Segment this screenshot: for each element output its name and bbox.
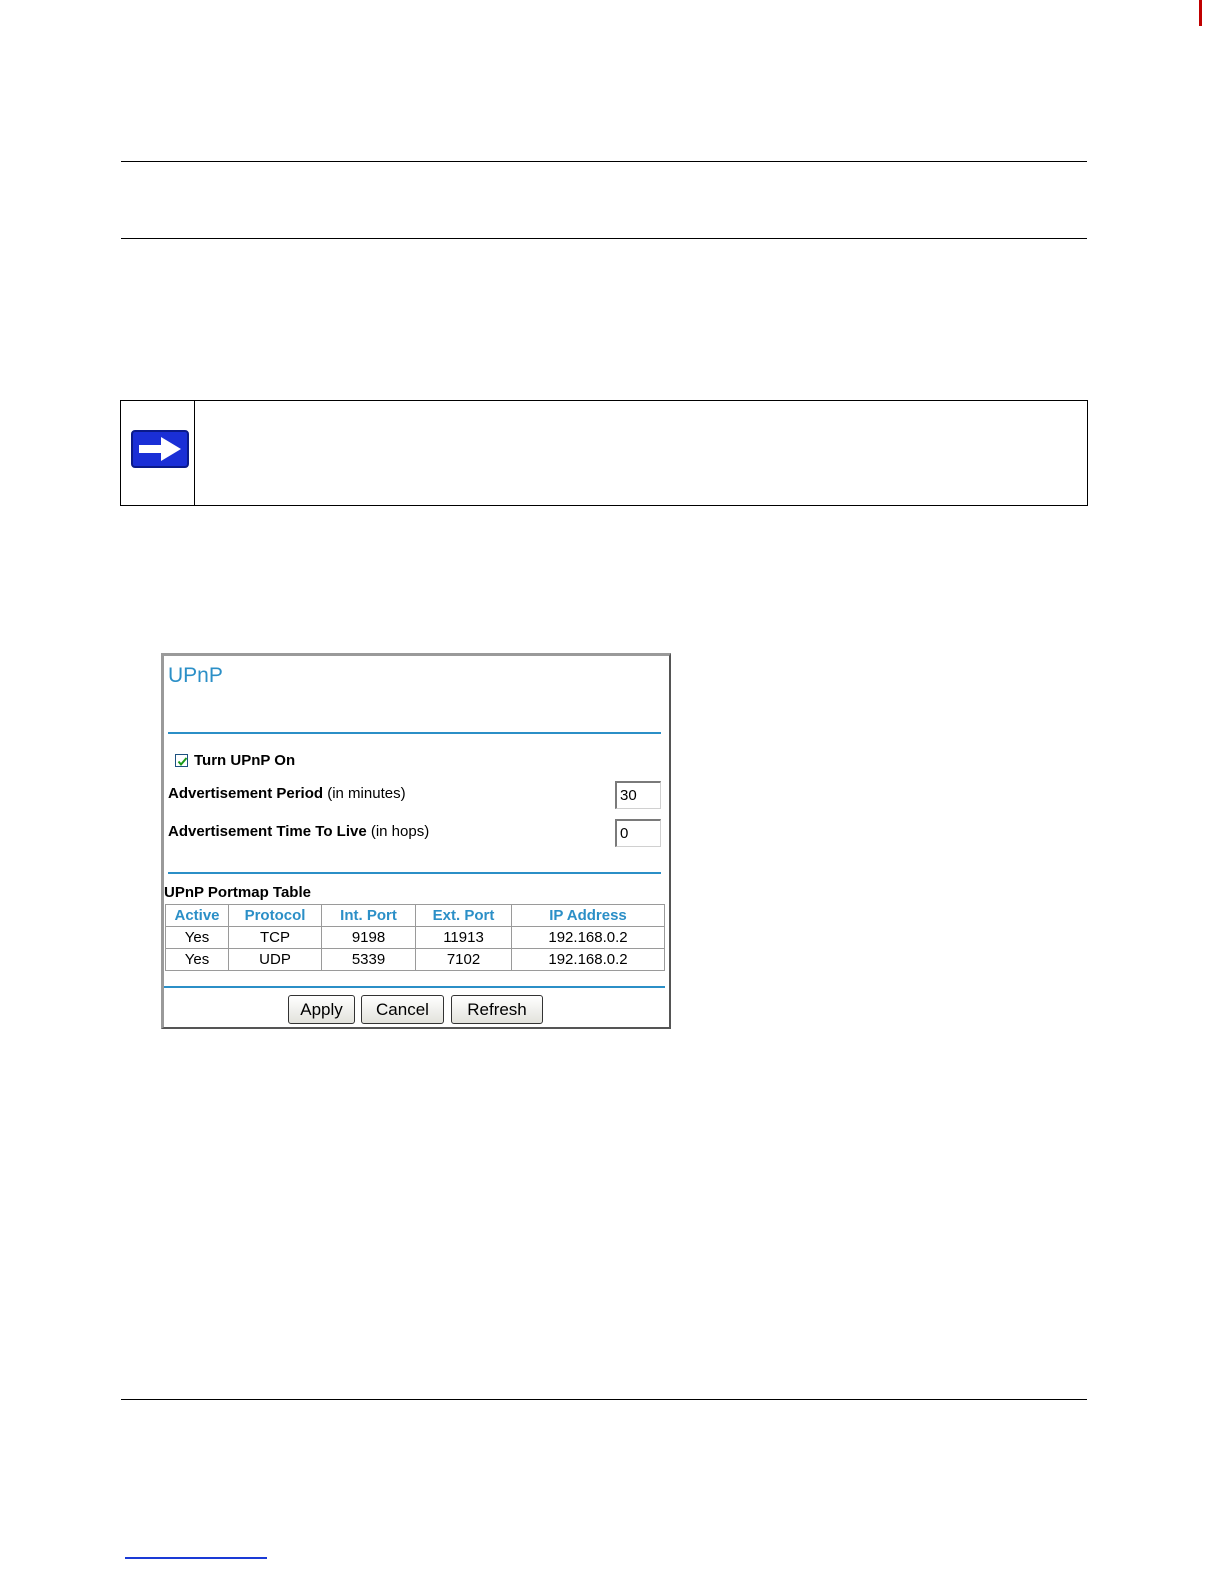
title-divider	[168, 732, 661, 734]
cell-ip-address: 192.168.0.2	[512, 949, 665, 971]
column-header-active: Active	[166, 905, 229, 927]
cell-int-port: 5339	[322, 949, 416, 971]
note-box	[120, 400, 1088, 506]
turn-upnp-on-checkbox[interactable]	[175, 754, 188, 767]
cell-ip-address: 192.168.0.2	[512, 927, 665, 949]
header-rule-top	[121, 161, 1087, 162]
page-edge-mark	[1199, 0, 1202, 26]
adv-ttl-label: Advertisement Time To Live (in hops)	[168, 823, 430, 840]
cell-ext-port: 7102	[416, 949, 512, 971]
cell-ext-port: 11913	[416, 927, 512, 949]
cell-protocol: TCP	[229, 927, 322, 949]
button-row	[164, 995, 669, 1025]
turn-upnp-on-label: Turn UPnP On	[194, 752, 296, 769]
table-header-row	[166, 905, 665, 927]
checkmark-icon	[176, 755, 189, 768]
right-arrow-icon	[131, 430, 189, 468]
cancel-button[interactable]: Cancel	[361, 995, 444, 1024]
buttons-divider	[164, 986, 665, 988]
page-title: UPnP	[168, 664, 223, 687]
column-header-ip-address: IP Address	[512, 905, 665, 927]
portmap-table	[165, 904, 665, 971]
settings-divider	[168, 872, 661, 874]
adv-ttl-input[interactable]	[615, 819, 661, 847]
footer-rule	[121, 1399, 1087, 1400]
footer-link-underline[interactable]	[125, 1557, 267, 1559]
cell-protocol: UDP	[229, 949, 322, 971]
note-text-cell	[195, 401, 1087, 505]
cell-int-port: 9198	[322, 927, 416, 949]
cell-active: Yes	[166, 927, 229, 949]
table-row	[166, 949, 665, 971]
column-header-ext-port: Ext. Port	[416, 905, 512, 927]
column-header-protocol: Protocol	[229, 905, 322, 927]
note-icon-cell	[121, 401, 195, 505]
refresh-button[interactable]: Refresh	[451, 995, 543, 1024]
apply-button[interactable]: Apply	[288, 995, 355, 1024]
table-row	[166, 927, 665, 949]
portmap-table-title: UPnP Portmap Table	[164, 884, 311, 901]
column-header-int-port: Int. Port	[322, 905, 416, 927]
upnp-screenshot	[161, 653, 671, 1029]
adv-period-label: Advertisement Period (in minutes)	[168, 785, 406, 802]
adv-period-input[interactable]	[615, 781, 661, 809]
header-rule-bottom	[121, 238, 1087, 239]
cell-active: Yes	[166, 949, 229, 971]
